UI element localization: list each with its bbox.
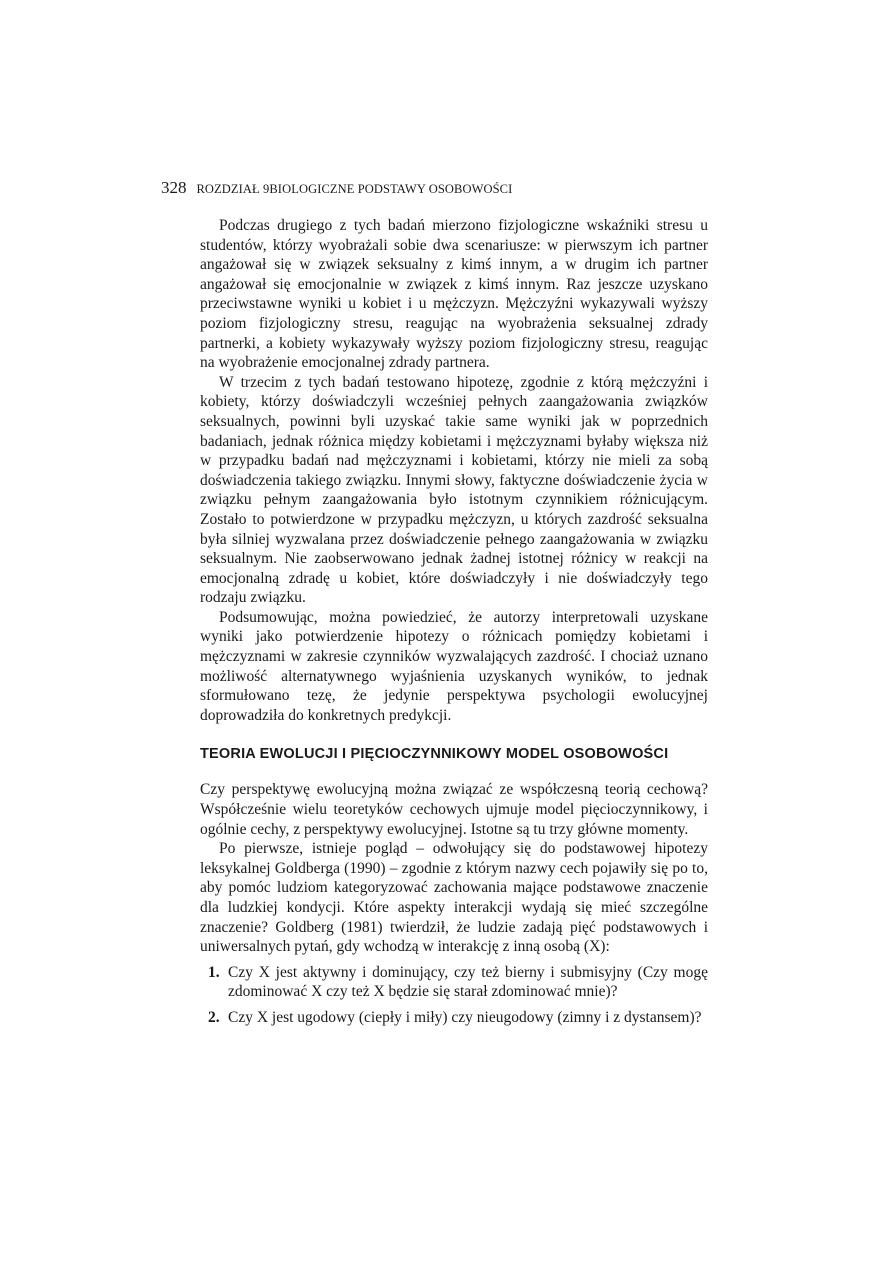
paragraph-2: W trzecim z tych badań testowano hipotezę, zgodnie z którą mężczyźni i kobiety, którzy doświadczyli wcześniej pełnych zaangażowania związków seksualnych, powinni byli uzyskać takie same wyniki jak w poprzednich badaniach, jednak różnica między kobietami i mężczyznami byłaby większa niż w przypadku badań nad mężczyznami i kobietami, którzy nie mieli za sobą doświadczenia takiego związku. Innymi słowy, faktyczne doświadczenie życia w związku pełnym zaangażowania było istotnym czynnikiem różnicującym. Zostało to potwierdzone w przypadku mężczyzn, u których zazdrość seksualna była silniej wyzwalana przez doświadczenie pełnego zaangażowania w związku seksualnym. Nie zaobserwowano jednak żadnej istotnej różnicy w reakcji na emocjonalną zdradę u kobiet, które doświadczyły i nie doświadczyły tego rodzaju związku. bbox=[200, 373, 708, 607]
section-paragraph-1: Czy perspektywę ewolucyjną można związać ze współczesną teorią cechową? Współcześnie wielu teoretyków cechowych ujmuje model pięcioczynnikowy, i ogólnie cechy, z perspektywy ewolucyjnej. Istotne są tu trzy główne momenty. bbox=[200, 781, 708, 838]
list-item bbox=[200, 963, 708, 1002]
list-item-number: 1. bbox=[208, 963, 220, 981]
section-heading: TEORIA EWOLUCJI I PIĘCIOCZYNNIKOWY MODEL OSOBOWOŚCI bbox=[200, 746, 669, 763]
list-item bbox=[200, 1008, 708, 1028]
list-item-number: 2. bbox=[208, 1008, 220, 1026]
paragraph-1: Podczas drugiego z tych badań mierzono fizjologiczne wskaźniki stresu u studentów, którzy wyobrażali sobie dwa scenariusze: w pierwszym ich partner angażował się w związek seksualny z kimś innym, a w drugim ich partner angażował się emocjonalnie w związek z kimś innym. Raz jeszcze uzyskano przeciwstawne wyniki u kobiet i u mężczyzn. Mężczyźni wykazywali wyższy poziom fizjologiczny stresu, reagując na wyobrażenia seksualnej zdrady partnerki, a kobiety wykazywały wyższy poziom fizjologiczny stresu, reagując na wyobrażenie emocjonalnej zdrady partnera. bbox=[200, 217, 708, 372]
section-paragraph-2: Po pierwsze, istnieje pogląd – odwołujący się do podstawowej hipotezy leksykalnej Goldberga (1990) – zgodnie z którym nazwy cech pojawiły się po to, aby pomóc ludziom kategoryzować zachowania mające podstawowe znaczenie dla ludzkiej kondycji. Które aspekty interakcji wydają się mieć szczególne znaczenie? Goldberg (1981) twierdził, że ludzie zadają pięć podstawowych i uniwersalnych pytań, gdy wchodzą w interakcję z inną osobą (X): bbox=[200, 840, 708, 956]
running-header bbox=[161, 178, 721, 198]
paragraph-3: Podsumowując, można powiedzieć, że autorzy interpretowali uzyskane wyniki jako potwierdzenie hipotezy o różnicach pomiędzy kobietami i mężczyznami w zakresie czynników wyzwalających zazdrość. I chociaż uznano możliwość alternatywnego wyjaśnienia uzyskanych wyników, to jednak sformułowano tezę, że jedynie perspektywa psychologii ewolucyjnej doprowadziła do konkretnych predykcji. bbox=[200, 608, 708, 724]
main-text bbox=[200, 216, 708, 1034]
list-item-text: Czy X jest aktywny i dominujący, czy też bierny i submisyjny (Czy mogę zdominować X czy też X będzie się starał zdominować mnie)? bbox=[228, 963, 708, 1001]
page-number: 328 bbox=[161, 178, 187, 197]
chapter-title: BIOLOGICZNE PODSTAWY OSOBOWOŚCI bbox=[269, 182, 513, 196]
question-list bbox=[200, 963, 708, 1028]
chapter-label: ROZDZIAŁ 9 bbox=[196, 182, 270, 196]
list-item-text: Czy X jest ugodowy (ciepły i miły) czy nieugodowy (zimny i z dystansem)? bbox=[228, 1008, 702, 1026]
